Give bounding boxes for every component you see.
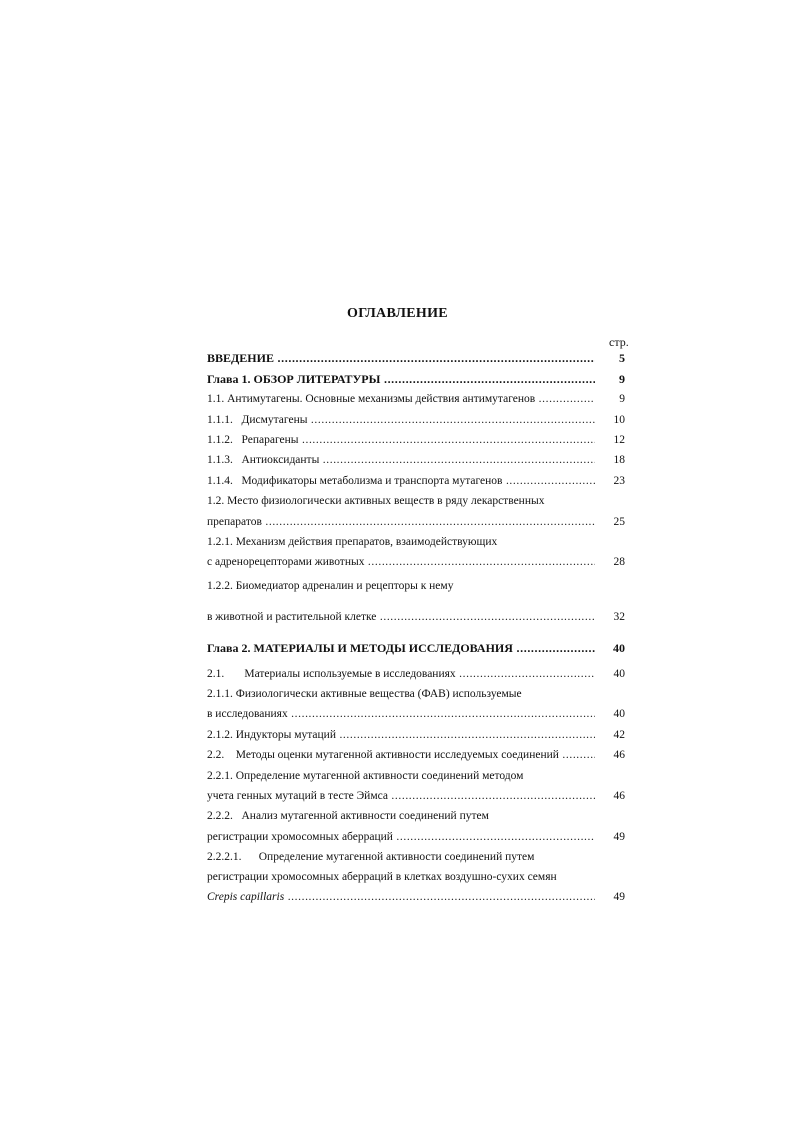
toc-entry-page: 42 [613,729,625,741]
toc-entry-text: Глава 1. ОБЗОР ЛИТЕРАТУРЫ ..... [207,371,595,387]
toc-entry-1-1[interactable] [207,391,631,407]
toc-entry-text: Место физиологически активных веществ в ряду лекарственных [227,495,545,507]
toc-entry-1-2-2[interactable] [207,578,631,594]
toc-entry-chapter-2[interactable] [207,640,631,656]
toc-entry-text: Crepis capillaris [207,891,285,903]
toc-entry-number: 1.1.3. [207,454,233,466]
toc-entry-1-2-1[interactable] [207,534,631,550]
toc-entry-introduction[interactable] [207,350,631,366]
toc-entry-text: Механизм действия препаратов, взаимодействующих [235,536,498,548]
toc-entry-2-2-2-continued[interactable] [207,829,631,845]
toc-entry-page: 49 [613,891,625,903]
toc-entry-number: 1.1.4. [207,475,233,487]
toc-entry-1-1-4[interactable] [207,473,631,489]
toc-entry-2-2-2-1[interactable] [207,849,631,865]
toc-entry-2-1-1-continued[interactable] [207,706,631,722]
toc-entry-text: Физиологически активные вещества (ФАВ) используемые [235,688,522,700]
toc-entry-text: регистрации хромосомных аберраций в клетках воздушно-сухих семян [207,871,557,883]
toc-entry-text: с адренорецепторами животных ..... [207,554,595,570]
toc-entry-page: 40 [613,668,625,680]
toc-entry-text: Анализ мутагенной активности соединений путем [241,810,489,822]
toc-entry-number: 2.1. [207,668,225,680]
toc-entry-text: в исследованиях ..... [207,706,595,722]
toc-entry-2-1-1[interactable] [207,686,631,702]
toc-entry-page: 9 [619,393,625,405]
toc-entry-text: Материалы используемые в исследованиях [244,668,456,680]
toc-entry-page: 40 [613,641,625,655]
toc-entry-text: Определение мутагенной активности соединений путем [258,851,535,863]
toc-entry-text: Биомедиатор адреналин и рецепторы к нему [235,580,454,592]
toc-entry-page: 49 [613,831,625,843]
toc-entry-page: 32 [613,611,625,623]
toc-entry-text: Модификаторы метаболизма и транспорта мутагенов [241,475,503,487]
toc-entry-page: 23 [613,475,625,487]
toc-entry-number: 2.1.1. [207,688,233,700]
toc-entry-text: препаратов ..... [207,514,595,530]
toc-entry-number: 2.2. [207,749,225,761]
toc-entry-number: 1.1.1. [207,414,233,426]
toc-entry-page: 46 [613,749,625,761]
toc-entry-page: 25 [613,516,625,528]
toc-entry-1-2-continued[interactable] [207,514,631,530]
toc-entry-text: ВВЕДЕНИЕ ..... [207,350,595,366]
toc-entry-text: Индукторы мутаций [235,729,336,741]
toc-entry-number: 1.1. [207,393,225,405]
toc-entry-1-2[interactable] [207,493,631,509]
toc-entry-number: 2.2.1. [207,770,233,782]
toc-entry-page: 5 [619,351,625,365]
toc-entry-2-2-2[interactable] [207,808,631,824]
toc-entry-1-1-1[interactable] [207,412,631,428]
toc-entry-text: Антиоксиданты [241,454,320,466]
toc-entry-2-2-2-1-species[interactable] [207,889,631,905]
toc-entry-number: 1.2. [207,495,225,507]
toc-entry-number: 2.1.2. [207,729,233,741]
page-column-label: стр. [609,335,629,349]
toc-entry-page: 46 [613,790,625,802]
toc-entry-page: 12 [613,434,625,446]
toc-entry-2-2-1[interactable] [207,768,631,784]
toc-entry-2-2-1-continued[interactable] [207,788,631,804]
toc-entry-page: 18 [613,454,625,466]
toc-entry-number: 1.2.1. [207,536,233,548]
toc-entry-2-1[interactable] [207,666,631,682]
toc-entry-2-1-2[interactable] [207,727,631,743]
toc-entry-number: 1.2.2. [207,580,233,592]
toc-entry-2-2-2-1-continued[interactable] [207,869,631,885]
toc-entry-chapter-1[interactable] [207,371,631,387]
toc-entry-number: 2.2.2. [207,810,233,822]
toc-entry-text: Антимутагены. Основные механизмы действия антимутагенов [227,393,536,405]
toc-entry-number: 2.2.2.1. [207,851,242,863]
toc-entry-page: 28 [613,556,625,568]
toc-entry-1-1-2[interactable] [207,432,631,448]
toc-entry-text: в животной и растительной клетке ..... [207,609,595,625]
toc-entry-page: 40 [613,708,625,720]
toc-entry-text: Дисмутагены [241,414,308,426]
toc-entry-page: 9 [619,372,625,386]
toc-entry-text: учета генных мутаций в тесте Эймса ..... [207,788,595,804]
toc-entry-page: 10 [613,414,625,426]
toc-entry-1-1-3[interactable] [207,452,631,468]
toc-entry-number: 1.1.2. [207,434,233,446]
toc-entry-text: регистрации хромосомных аберраций ..... [207,829,595,845]
toc-entry-1-2-1-continued[interactable] [207,554,631,570]
toc-entry-1-2-2-continued[interactable] [207,609,631,625]
toc-entry-2-2[interactable] [207,747,631,763]
toc-entry-text: Методы оценки мутагенной активности исследуемых соединений [235,749,559,761]
toc-entry-text: Определение мутагенной активности соединений методом [235,770,524,782]
toc-entry-text: Репарагены [241,434,299,446]
page-title: ОГЛАВЛЕНИЕ [347,306,448,321]
toc-entry-text: Глава 2. МАТЕРИАЛЫ И МЕТОДЫ ИССЛЕДОВАНИЯ ..... [207,640,595,656]
